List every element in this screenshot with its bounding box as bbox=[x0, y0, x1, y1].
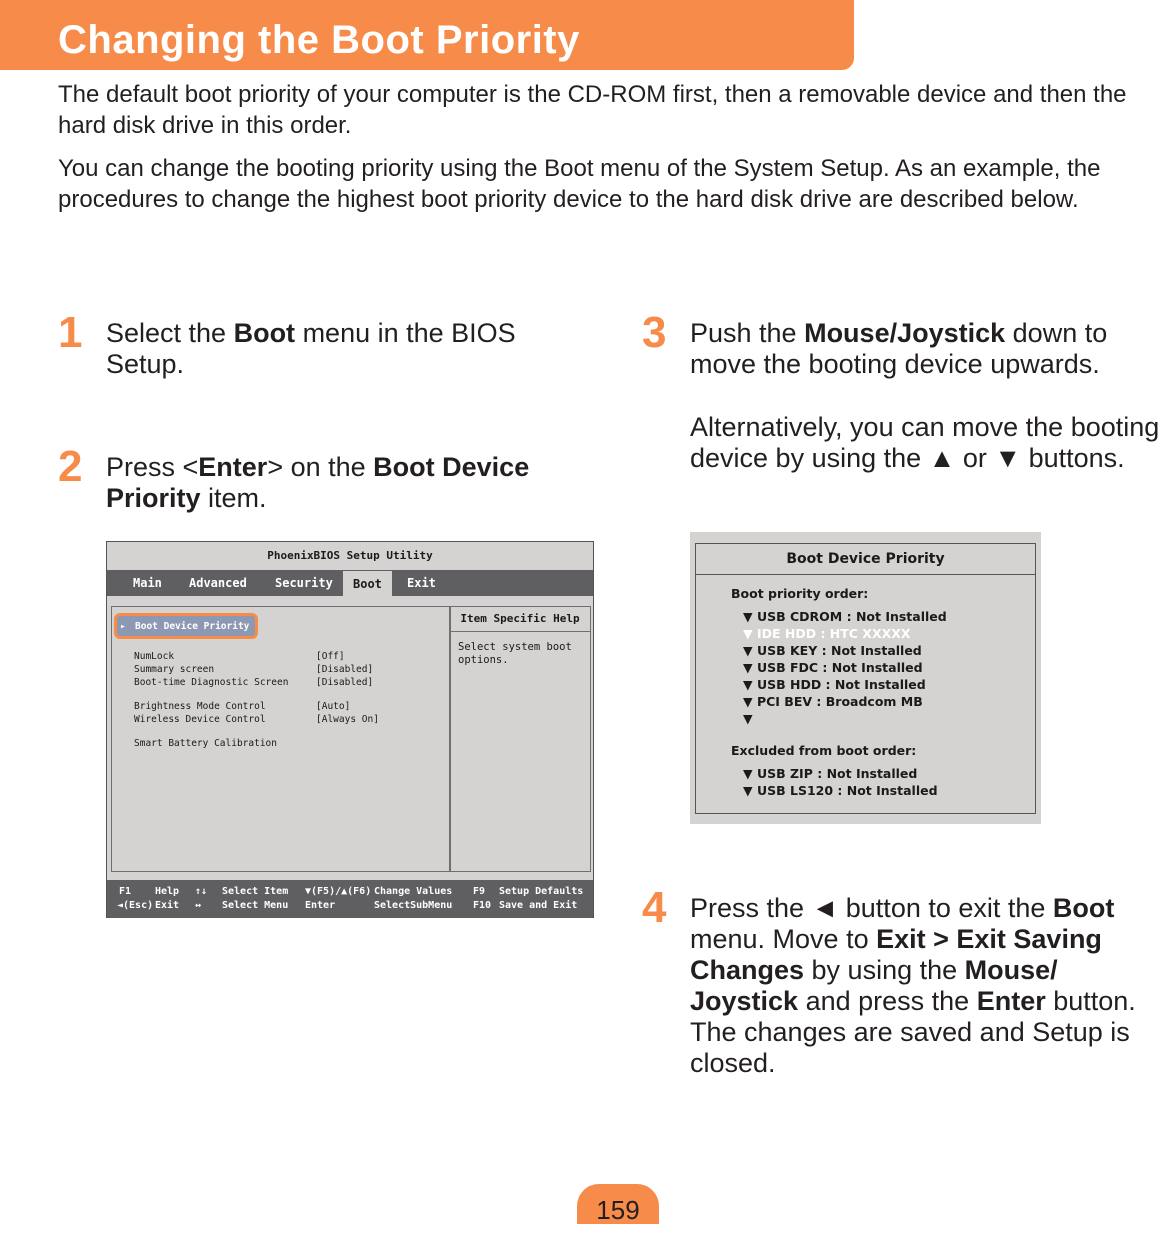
step-3-alternative-text: Alternatively, you can move the booting device by using the ▲ or ▼ buttons. bbox=[690, 412, 1160, 473]
bios-menu-bar bbox=[107, 570, 593, 596]
key-esc: ◄(Esc) bbox=[117, 900, 154, 911]
bios-row-value[interactable]: [Disabled] bbox=[316, 664, 374, 675]
bios-row-label[interactable]: Smart Battery Calibration bbox=[134, 738, 277, 749]
bios-tab-security[interactable]: Security bbox=[275, 576, 333, 590]
boot-order-item[interactable]: ▼ USB CDROM : Not Installed bbox=[743, 609, 947, 624]
intro-paragraph-2: You can change the booting priority using the Boot menu of the System Setup. As an example, the procedures to change the highest boot priority device to the hard disk drive are described below. bbox=[58, 155, 1101, 213]
excluded-item[interactable]: ▼ USB ZIP : Not Installed bbox=[743, 766, 918, 781]
bios-help-title: Item Specific Help bbox=[450, 607, 590, 632]
bios-row-label: NumLock bbox=[134, 651, 175, 662]
boot-order-item[interactable]: ▼ USB FDC : Not Installed bbox=[743, 660, 923, 675]
key-change-values: Change Values bbox=[374, 886, 453, 897]
bios-selected-label: Boot Device Priority bbox=[135, 621, 250, 632]
key-select-item: Select Item bbox=[222, 886, 289, 897]
arrows-leftright-icon: ↔ bbox=[195, 900, 202, 911]
bios-main-panel bbox=[111, 606, 451, 872]
bios-title: PhoenixBIOS Setup Utility bbox=[267, 549, 433, 562]
bios-row-label: Wireless Device Control bbox=[134, 714, 266, 725]
key-setup-defaults: Setup Defaults bbox=[499, 886, 584, 897]
step-4-text: Press the ◄ button to exit the Boot menu. Move to Exit > Exit Saving Changes by using the Mouse/ Joystick and press the Enter button. The changes are saved and Setup is closed. bbox=[690, 893, 1136, 1078]
step-4-number: 4 bbox=[642, 883, 667, 932]
bios-row-value[interactable]: [Off] bbox=[316, 651, 345, 662]
key-f10: F10 bbox=[473, 900, 492, 911]
bios-row-value[interactable]: [Auto] bbox=[316, 701, 351, 712]
bios-row-value[interactable]: [Always On] bbox=[316, 714, 379, 725]
bios-row-label: Summary screen bbox=[134, 664, 215, 675]
excluded-item[interactable]: ▼ USB LS120 : Not Installed bbox=[743, 783, 938, 798]
bios-tab-advanced[interactable]: Advanced bbox=[189, 576, 247, 590]
bios-setup-screenshot bbox=[106, 541, 594, 918]
triangle-right-icon: ▸ bbox=[120, 621, 126, 632]
boot-order-item[interactable]: ▼ USB KEY : Not Installed bbox=[743, 643, 922, 658]
arrows-updown-icon: ↑↓ bbox=[195, 886, 208, 897]
bios-tab-boot[interactable]: Boot bbox=[343, 571, 392, 597]
key-save-exit: Save and Exit bbox=[499, 900, 578, 911]
boot-order-item[interactable]: ▼ bbox=[743, 711, 753, 726]
bios-row-label: Boot-time Diagnostic Screen bbox=[134, 677, 289, 688]
bios-help-panel bbox=[449, 606, 591, 872]
boot-order-label: Boot priority order: bbox=[731, 586, 869, 601]
bios-row-label: Brightness Mode Control bbox=[134, 701, 266, 712]
page-title: Changing the Boot Priority bbox=[58, 18, 580, 62]
key-f5-f6: ▼(F5)/▲(F6) bbox=[305, 886, 372, 897]
bios-footer bbox=[107, 880, 593, 918]
step-2-number: 2 bbox=[58, 442, 83, 491]
key-exit: Exit bbox=[155, 900, 180, 911]
bios-item-boot-device-priority[interactable] bbox=[114, 613, 258, 639]
key-help: Help bbox=[155, 886, 180, 897]
step-3-text: Push the Mouse/Joystick down to move the booting device upwards. bbox=[690, 318, 1108, 379]
boot-device-priority-screenshot bbox=[690, 532, 1041, 824]
boot-order-item[interactable]: ▼ USB HDD : Not Installed bbox=[743, 677, 926, 692]
intro-paragraph-1: The default boot priority of your computer is the CD-ROM first, then a removable device and then the hard disk drive in this order. bbox=[58, 81, 1127, 139]
bios-tab-main[interactable]: Main bbox=[133, 576, 162, 590]
page-number: 159 bbox=[577, 1184, 659, 1224]
boot-order-item-selected[interactable]: ▼ IDE HDD : HTC XXXXX bbox=[743, 626, 911, 641]
step-1-text: Select the Boot menu in the BIOS Setup. bbox=[106, 318, 516, 379]
bios-row-value[interactable]: [Disabled] bbox=[316, 677, 374, 688]
bios-help-text: Select system boot options. bbox=[458, 641, 572, 666]
key-select-menu: Select Menu bbox=[222, 900, 289, 911]
excluded-label: Excluded from boot order: bbox=[731, 743, 917, 758]
key-enter: Enter bbox=[305, 900, 336, 911]
key-select-submenu: SelectSubMenu bbox=[374, 900, 453, 911]
bios-tab-exit[interactable]: Exit bbox=[407, 576, 436, 590]
boot-device-priority-panel bbox=[695, 543, 1036, 814]
page-header bbox=[0, 0, 854, 70]
boot-device-priority-title: Boot Device Priority bbox=[696, 544, 1035, 575]
step-3-number: 3 bbox=[642, 308, 667, 357]
step-2-text: Press <Enter> on the Boot Device Priority item. bbox=[106, 452, 530, 513]
boot-order-item[interactable]: ▼ PCI BEV : Broadcom MB bbox=[743, 694, 923, 709]
key-f9: F9 bbox=[473, 886, 486, 897]
key-f1: F1 bbox=[119, 886, 132, 897]
step-1-number: 1 bbox=[58, 308, 83, 357]
